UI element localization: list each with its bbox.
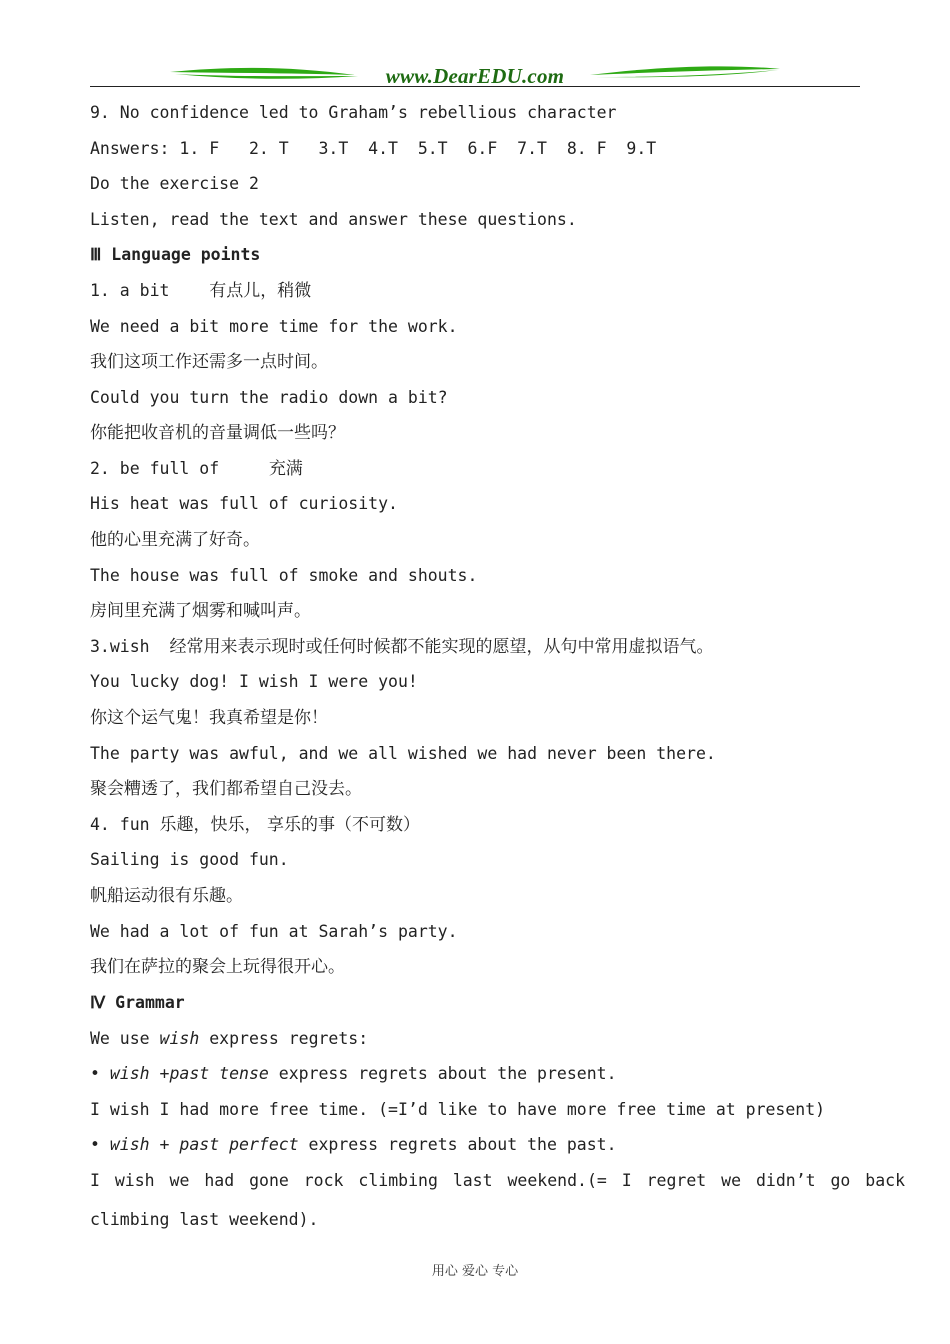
text-line-example: The house was full of smoke and shouts.: [90, 566, 478, 585]
text-line-example: I wish I had more free time. (=I’d like to have more free time at present): [90, 1100, 826, 1119]
section-heading-language-points: Ⅲ Language points: [90, 245, 261, 264]
text-line-instructions: Listen, read the text and answer these questions.: [90, 210, 577, 229]
text-line-example: We need a bit more time for the work.: [90, 317, 458, 336]
text-line-9-statement: 9. No confidence led to Graham’s rebellious character: [90, 103, 617, 122]
text-line-example-continued: climbing last weekend).: [90, 1210, 319, 1229]
text-line-translation: 你能把收音机的音量调低一些吗？: [90, 423, 345, 443]
section-heading-grammar: Ⅳ Grammar: [90, 993, 185, 1012]
text-line-exercise-2: Do the exercise 2: [90, 174, 259, 193]
text-line-example: I wish we had gone rock climbing last weekend.(= I regret we didn’t go back: [90, 1171, 906, 1190]
text-line-translation: 房间里充满了烟雾和喊叫声。: [90, 601, 311, 621]
text-line-translation: 他的心里充满了好奇。: [90, 530, 260, 550]
text-line-example: We had a lot of fun at Sarah’s party.: [90, 922, 458, 941]
text-line-translation: 你这个运气鬼！我真希望是你！: [90, 708, 328, 728]
text-line-translation: 帆船运动很有乐趣。: [90, 886, 243, 906]
text-line-example: Could you turn the radio down a bit?: [90, 388, 448, 407]
site-logo-text: www.DearEDU.com: [385, 64, 565, 88]
text-line-fun: 4. fun 乐趣，快乐， 享乐的事（不可数）: [90, 815, 420, 835]
bullet-wish-past-perfect: • wish + past perfect express regrets about the past.: [90, 1135, 617, 1154]
bullet-wish-past-tense: • wish +past tense express regrets about the present.: [90, 1064, 617, 1083]
text-line-example: You lucky dog! I wish I were you!: [90, 672, 418, 691]
text-line-answers: Answers: 1. F 2. T 3.T 4.T 5.T 6.F 7.T 8. F 9.T: [90, 139, 657, 158]
text-line-a-bit: 1. a bit 有点儿，稍微: [90, 281, 312, 301]
text-line-translation: 我们这项工作还需多一点时间。: [90, 352, 328, 372]
text-line-example: Sailing is good fun.: [90, 850, 289, 869]
text-line-be-full-of: 2. be full of 充满: [90, 459, 303, 479]
text-line-translation: 聚会糟透了，我们都希望自己没去。: [90, 779, 362, 799]
page-footer: 用心 爱心 专心: [431, 1264, 519, 1279]
header-divider: [90, 86, 860, 87]
text-line-translation: 我们在萨拉的聚会上玩得很开心。: [90, 957, 345, 977]
text-line-example: The party was awful, and we all wished we had never been there.: [90, 744, 716, 763]
text-line-wish: 3.wish 经常用来表示现时或任何时候都不能实现的愿望，从句中常用虚拟语气。: [90, 637, 714, 657]
text-line-example: His heat was full of curiosity.: [90, 494, 398, 513]
text-line-grammar-intro: We use wish express regrets:: [90, 1029, 369, 1048]
